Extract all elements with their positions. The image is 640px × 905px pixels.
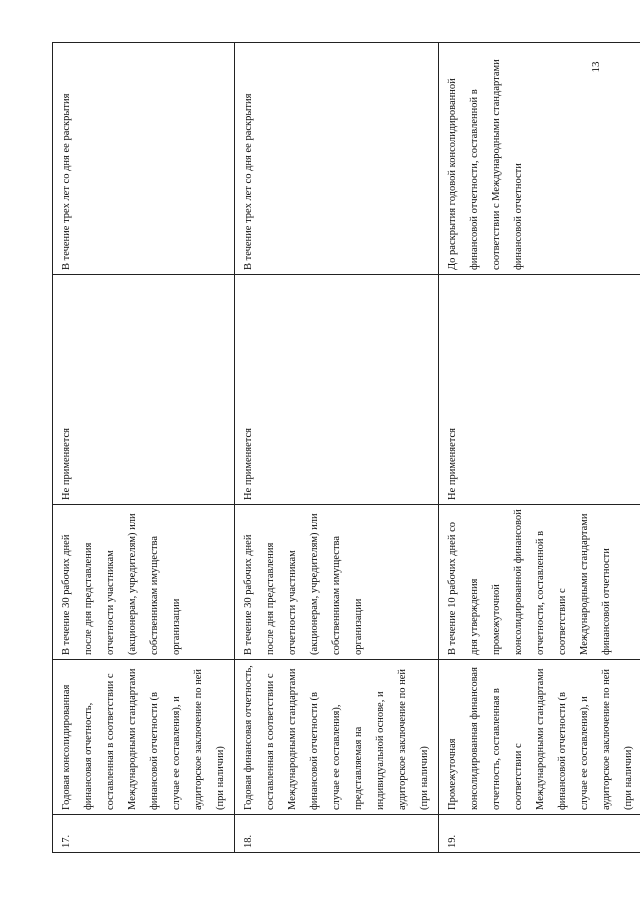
retention-period-cell: В течение трех лет со дня ее раскрытия [53,43,235,275]
table-row [439,43,640,853]
retention-period-cell: В течение трех лет со дня ее раскрытия [235,43,439,275]
rotated-table-container [52,43,634,853]
disclosure-term-cell: В течение 30 рабочих дней после дня представления отчетности участникам (акционерам, учредителям) или собственникам имущества организации [235,505,439,660]
not-applicable-cell: Не применяется [235,275,439,505]
document-name-cell: Промежуточная консолидированная финансовая отчетность, составленная в соответствии с Международными стандартами финансовой отчетности (в случае ее составления), и аудиторское заключение по ней (при наличии) [439,660,640,815]
not-applicable-cell: Не применяется [53,275,235,505]
page-number: 13 [590,61,602,73]
row-number-cell: 17. [53,815,235,853]
row-number-cell: 19. [439,815,640,853]
table-row [235,43,439,853]
disclosure-term-cell: В течение 10 рабочих дней со дня утверждения промежуточной консолидированной финансовой отчетности, составленной в соответствии с Международными стандартами финансовой отчетности [439,505,640,660]
disclosure-term-cell: В течение 30 рабочих дней после дня представления отчетности участникам (акционерам, учредителям) или собственникам имущества организации [53,505,235,660]
table-row [53,43,235,853]
document-name-cell: Годовая финансовая отчетность, составленная в соответствии с Международными стандартами финансовой отчетности (в случае ее составления), представляемая на индивидуальной основе, и аудиторское заключение по ней (при наличии) [235,660,439,815]
not-applicable-cell: Не применяется [439,275,640,505]
row-number-cell: 18. [235,815,439,853]
document-name-cell: Годовая консолидированная финансовая отчетность, составленная в соответствии с Международными стандартами финансовой отчетности (в случае ее составления), и аудиторское заключение по ней (при наличии) [53,660,235,815]
retention-period-cell: До раскрытия годовой консолидированной финансовой отчетности, составленной в соответствии с Международными стандартами финансовой отчетности [439,43,640,275]
disclosure-table [52,42,640,853]
